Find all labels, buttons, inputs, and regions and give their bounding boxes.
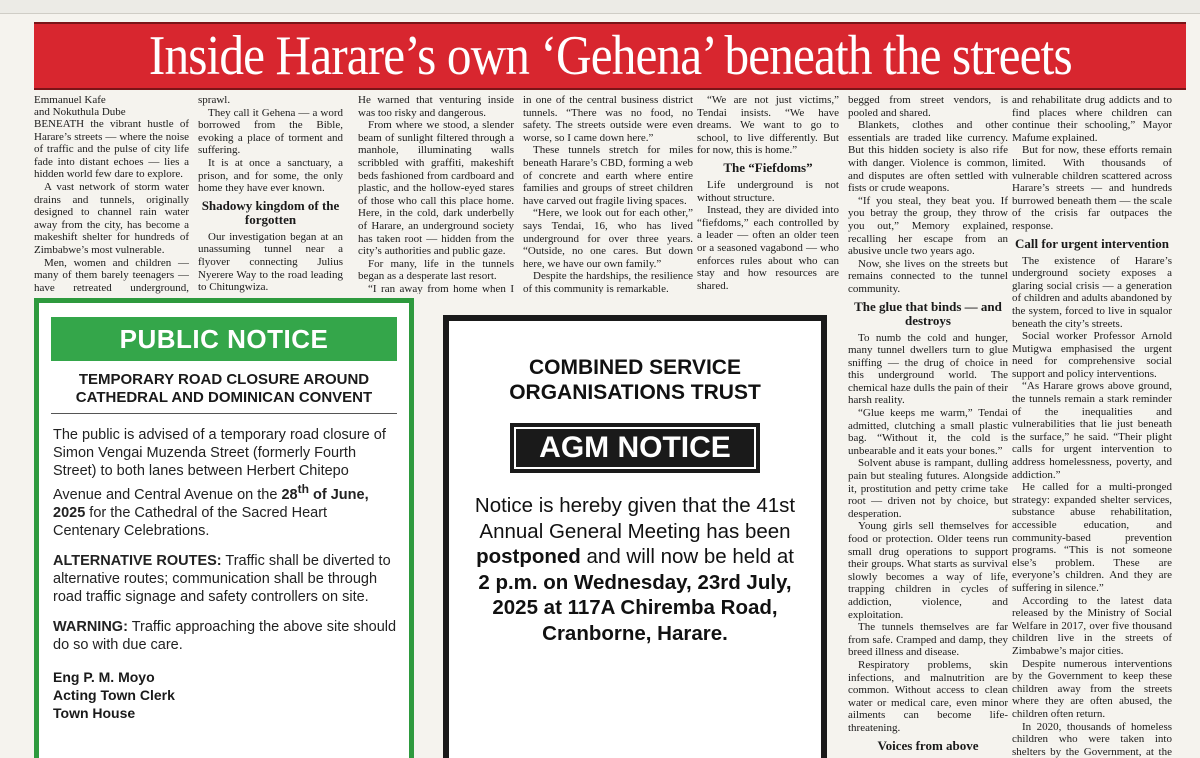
paragraph: In 2020, thousands of homeless children who were taken into shelters by the Government, at the xyxy=(1012,720,1172,758)
paragraph: BENEATH the vibrant hustle of Harare’s streets — where the noise of traffic and the pulse of city life fade into distant echoes — lies a hidden world few dare to explore. xyxy=(34,118,189,181)
paragraph: “As Harare grows above ground, the tunnels remain a stark reminder of the inequalities and vulnerabilities that lie just beneath the surface,” he said. “Their plight calls for urgent intervention to address homelessness, poverty, and addiction.” xyxy=(1012,380,1172,481)
notice-text: Traffic approaching the above site should do so with due care. xyxy=(53,618,397,653)
notice-text: Traffic shall be diverted to alternative routes; communication shall be through road traffic signage and safety controllers on site. xyxy=(53,552,391,605)
public-notice-title: PUBLIC NOTICE xyxy=(51,317,397,361)
paragraph: Blankets, clothes and other essentials are traded like currency. But this hidden society is also rife with danger. Violence is common, and disputes are often settled with fists or crude weapons. xyxy=(848,119,1008,195)
paragraph: Young girls sell themselves for food or protection. Older teens run small drug operations to support their groups. What starts as survival slowly becomes a way of life, trapping children in cycles of addiction, violence, and exploitation. xyxy=(848,520,1008,621)
paragraph: It is at once a sanctuary, a prison, and for some, the only home they have ever known. xyxy=(198,156,343,195)
paragraph: Despite the hardships, the resilience of this community is remarkable. xyxy=(523,270,693,294)
byline-author-2: and Nokuthula Dube xyxy=(34,106,126,118)
byline-author-1: Emmanuel Kafe xyxy=(34,94,106,106)
paragraph: To numb the cold and hunger, many tunnel dwellers turn to glue sniffing — the drug of choice in this underground world. The chemical haze dulls the pain of their harsh reality. xyxy=(848,331,1008,407)
paragraph: A vast network of storm water drains and tunnels, originally designed to channel rain water away from the city, has become a makeshift shelter for hundreds of Zimbabwe’s most vulnerable. xyxy=(34,180,189,256)
paragraph: He warned that venturing inside was too risky and dangerous. xyxy=(358,94,514,119)
paragraph: Our investigation began at an unassuming tunnel near a flyover connecting Julius Nyerere Way to the road leading to Chitungwiza. xyxy=(198,230,343,294)
subheading: Voices from above xyxy=(877,737,979,753)
paragraph: sprawl. xyxy=(198,94,231,106)
paragraph: These tunnels stretch for miles beneath Harare’s CBD, forming a web of concrete and earth where entire families and groups of street children have carved out fragile living spaces. xyxy=(523,144,693,207)
paragraph: begged from street vendors, is pooled and shared. xyxy=(848,94,1008,119)
agm-notice-label: AGM NOTICE xyxy=(510,423,760,473)
agm-org-line-2: ORGANISATIONS TRUST xyxy=(509,381,761,404)
paragraph: Life underground is not without structure. xyxy=(697,178,839,204)
notice-text: The public is advised of a temporary road closure of Simon Vengai Muzenda Street (formerly Fourth Street) to both lanes between Herbert Chitepo Avenue and Central Avenue on the xyxy=(53,427,386,503)
headline: Inside Harare’s own ‘Gehena’ beneath the streets xyxy=(148,25,1072,87)
notice-date-day: 28 xyxy=(281,486,298,503)
paragraph: “Here, we look out for each other,” says Tendai, 16, who has lived underground for over three years. “Outside, no one cares. But down here, we have our own family.” xyxy=(523,207,693,270)
public-notice-signature xyxy=(53,668,397,722)
paragraph: Now, she lives on the streets but remains connected to the tunnel community. xyxy=(848,257,1008,295)
top-edge-strip xyxy=(0,0,1200,14)
divider xyxy=(51,413,397,414)
public-notice-ad xyxy=(34,298,414,758)
paragraph: He called for a multi-pronged strategy: expanded shelter services, substance abuse rehabilitation, accessible education, and community-based prevention programs. “This is not someone else’s problem. These are everyone’s children. And they are suffering in silence.” xyxy=(1012,481,1172,594)
article-column-1 xyxy=(34,94,189,294)
paragraph: Instead, they are divided into “fiefdoms,” each controlled by a leader — often an older teen or a seasoned vagabond — who enforces rules about who can stay and how resources are shared. xyxy=(697,204,839,292)
paragraph xyxy=(697,292,839,294)
article-column-6 xyxy=(848,94,1008,758)
paragraph: “We are not just victims,” Tendai insists. “We have dreams. We want to go to school, to live differently. But for now, this is home.” xyxy=(697,94,839,157)
agm-text: and will now be held at xyxy=(580,545,794,568)
signatory-office: Town House xyxy=(53,704,136,721)
article-column-4 xyxy=(523,94,693,294)
subheading: The “Fiefdoms” xyxy=(723,159,813,175)
agm-organisation xyxy=(449,355,821,405)
paragraph: Social worker Professor Arnold Mutigwa emphasised the urgent need for comprehensive social support and policy interventions. xyxy=(1012,330,1172,380)
agm-text-bold: 2 p.m. on Wednesday, 23rd July, 2025 at 117A Chiremba Road, Cranborne, Harare. xyxy=(478,570,792,645)
subheading: The glue that binds — and destroys xyxy=(854,298,1002,328)
agm-notice-ad xyxy=(443,315,827,758)
paragraph: “Glue keeps me warm,” Tendai admitted, clutching a small plastic bag. “Without it, the cold is unbearable and it eats your bones.” xyxy=(848,407,1008,457)
agm-text-bold: postponed xyxy=(476,545,581,568)
paragraph: From where we stood, a slender beam of sunlight filtered through a manhole, illuminating walls scribbled with graffiti, makeshift beds fashioned from cardboard and plastic, and the hollow-eyed stares of those who call this place home. Here, in the cold, dark underbelly of Harare, an underground society has taken root — hidden from the city’s authorities and public gaze. xyxy=(358,119,514,258)
article-column-5 xyxy=(697,94,839,294)
notice-date-suffix: th xyxy=(297,482,309,496)
paragraph: But for now, these efforts remain limited. With thousands of vulnerable children scattered across Harare’s streets — and hundreds burrowed beneath them — the scale of the crisis far outpaces the response. xyxy=(1012,144,1172,232)
signatory-title: Acting Town Clerk xyxy=(53,686,175,703)
article-column-7 xyxy=(1012,94,1172,758)
notice-label: ALTERNATIVE ROUTES: xyxy=(53,552,222,569)
subheading: Call for urgent intervention xyxy=(1015,235,1169,251)
paragraph: Respiratory problems, skin infections, and malnutrition are common. Without access to clean water or medical care, even minor ailments can become life-threatening. xyxy=(848,658,1008,734)
paragraph: “If you steal, they beat you. If you betray the group, they throw you out,” Memory explained, recalling her escape from an abusive uncle two years ago. xyxy=(848,194,1008,258)
public-notice-paragraph-2 xyxy=(53,552,397,606)
article-column-3 xyxy=(358,94,514,294)
article-column-2 xyxy=(198,94,343,294)
headline-banner xyxy=(34,22,1186,90)
public-notice-paragraph-3 xyxy=(53,618,397,654)
notice-text: for the Cathedral of the Sacred Heart Centenary Celebrations. xyxy=(53,504,328,539)
agm-org-line-1: COMBINED SERVICE xyxy=(529,356,741,379)
notice-label: WARNING: xyxy=(53,618,128,635)
paragraph: and rehabilitate drug addicts and to find places where children can continue their schooling,” Mayor Mafume explained. xyxy=(1012,94,1172,144)
public-notice-subtitle: TEMPORARY ROAD CLOSURE AROUND CATHEDRAL AND DOMINICAN CONVENT xyxy=(75,371,373,406)
paragraph: Solvent abuse is rampant, dulling pain but stealing futures. Alongside it, prostitution and petty crime take root — driven not by choice, but desperation. xyxy=(848,457,1008,520)
paragraph: For many, life in the tunnels began as a desperate last resort. xyxy=(358,257,514,283)
byline xyxy=(34,94,189,118)
signatory-name: Eng P. M. Moyo xyxy=(53,668,155,685)
paragraph: “I ran away from home when I xyxy=(368,282,514,294)
paragraph: The tunnels themselves are far from safe. Cramped and damp, they breed illness and disease. xyxy=(848,621,1008,659)
agm-text: Notice is hereby given that the 41st Annual General Meeting has been xyxy=(474,494,796,543)
public-notice-paragraph-1 xyxy=(53,426,397,540)
paragraph: The existence of Harare’s underground society exposes a glaring social crisis — a generation of children and adults abandoned by the system, forced to live in squalor beneath the city’s streets. xyxy=(1012,254,1172,330)
subheading: Shadowy kingdom of the forgotten xyxy=(201,197,340,227)
agm-notice-body xyxy=(469,493,801,646)
paragraph: Men, women and children — many of them barely teenagers — have retreated underground, xyxy=(34,256,189,294)
paragraph: According to the latest data released by the Ministry of Social Welfare in 2017, over five thousand children live in the streets of Zimbabwe’s major cities. xyxy=(1012,594,1172,657)
notice-date-rest: of June, 2025 xyxy=(53,486,369,521)
paragraph: Despite numerous interventions by the Government to keep these children away from the streets where they are often abused, the children often return. xyxy=(1012,657,1172,720)
paragraph: in one of the central business district tunnels. “There was no food, no safety. The streets outside were even worse, so I came down here.” xyxy=(523,94,693,144)
paragraph: They call it Gehena — a word borrowed from the Bible, evoking a place of torment and suffering. xyxy=(198,106,343,157)
